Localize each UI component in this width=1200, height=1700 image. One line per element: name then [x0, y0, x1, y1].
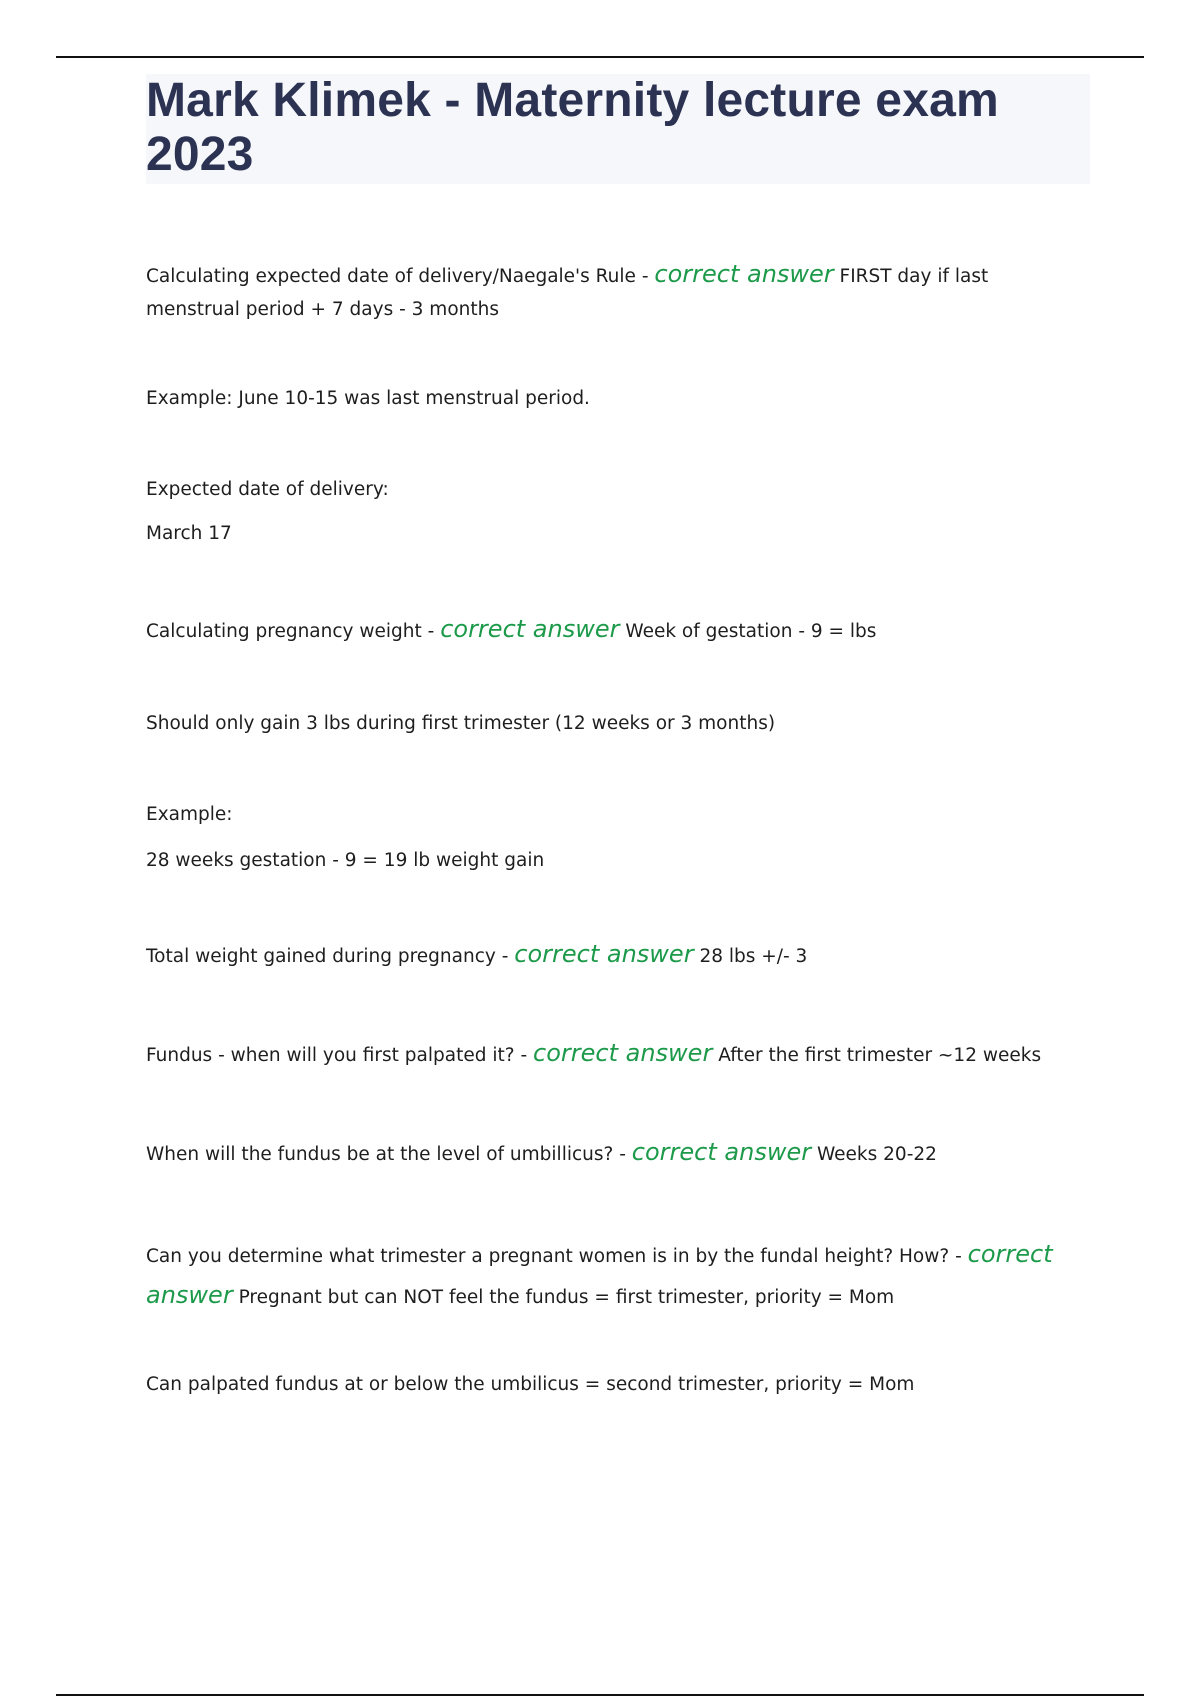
answer-text: 28 lbs +/- 3	[693, 946, 808, 967]
answer-text: Pregnant but can NOT feel the fundus = first trimester, priority = Mom	[232, 1287, 895, 1308]
qa-pregnancy-weight	[146, 613, 1076, 648]
example-lmp: Example: June 10-15 was last menstrual period.	[146, 388, 590, 409]
title-banner	[146, 74, 1090, 184]
question-text: Can you determine what trimester a pregnant women is in by the fundal height? How? -	[146, 1246, 968, 1267]
question-text: When will the fundus be at the level of umbillicus? -	[146, 1144, 632, 1165]
correct-answer-label: correct answer	[533, 1039, 713, 1067]
correct-answer-label: correct answer	[146, 1240, 1053, 1309]
question-text: Fundus - when will you first palpated it? -	[146, 1045, 534, 1066]
answer-text: Weeks 20-22	[811, 1144, 937, 1165]
question-text: Total weight gained during pregnancy -	[146, 946, 515, 967]
answer-text: FIRST day if last menstrual period + 7 days - 3 months	[146, 266, 989, 320]
question-text: Calculating expected date of delivery/Naegale's Rule -	[146, 266, 655, 287]
example-label: Example:	[146, 804, 233, 825]
qa-naegeles-rule	[146, 258, 1076, 326]
first-trimester-gain: Should only gain 3 lbs during first trimester (12 weeks or 3 months)	[146, 713, 776, 734]
bottom-rule	[56, 1694, 1144, 1696]
answer-text: Week of gestation - 9 = lbs	[619, 621, 877, 642]
qa-fundus-palpated	[146, 1037, 1076, 1072]
correct-answer-label: correct answer	[654, 260, 834, 288]
qa-fundus-umbilicus	[146, 1136, 1076, 1171]
example-weight-calc: 28 weeks gestation - 9 = 19 lb weight gain	[146, 850, 545, 871]
expected-delivery-label: Expected date of delivery:	[146, 479, 389, 500]
qa-trimester-fundal-height	[146, 1235, 1076, 1317]
top-rule	[56, 56, 1144, 58]
question-text: Calculating pregnancy weight -	[146, 621, 441, 642]
correct-answer-label: correct answer	[631, 1138, 812, 1166]
page-title: Mark Klimek - Maternity lecture exam 2023	[146, 74, 999, 181]
correct-answer-label: correct answer	[514, 940, 694, 968]
qa-total-weight	[146, 938, 1076, 973]
expected-delivery-value: March 17	[146, 523, 232, 544]
second-trimester-note: Can palpated fundus at or below the umbilicus = second trimester, priority = Mom	[146, 1374, 915, 1395]
answer-text: After the first trimester ~12 weeks	[712, 1045, 1042, 1066]
correct-answer-label: correct answer	[440, 615, 620, 643]
